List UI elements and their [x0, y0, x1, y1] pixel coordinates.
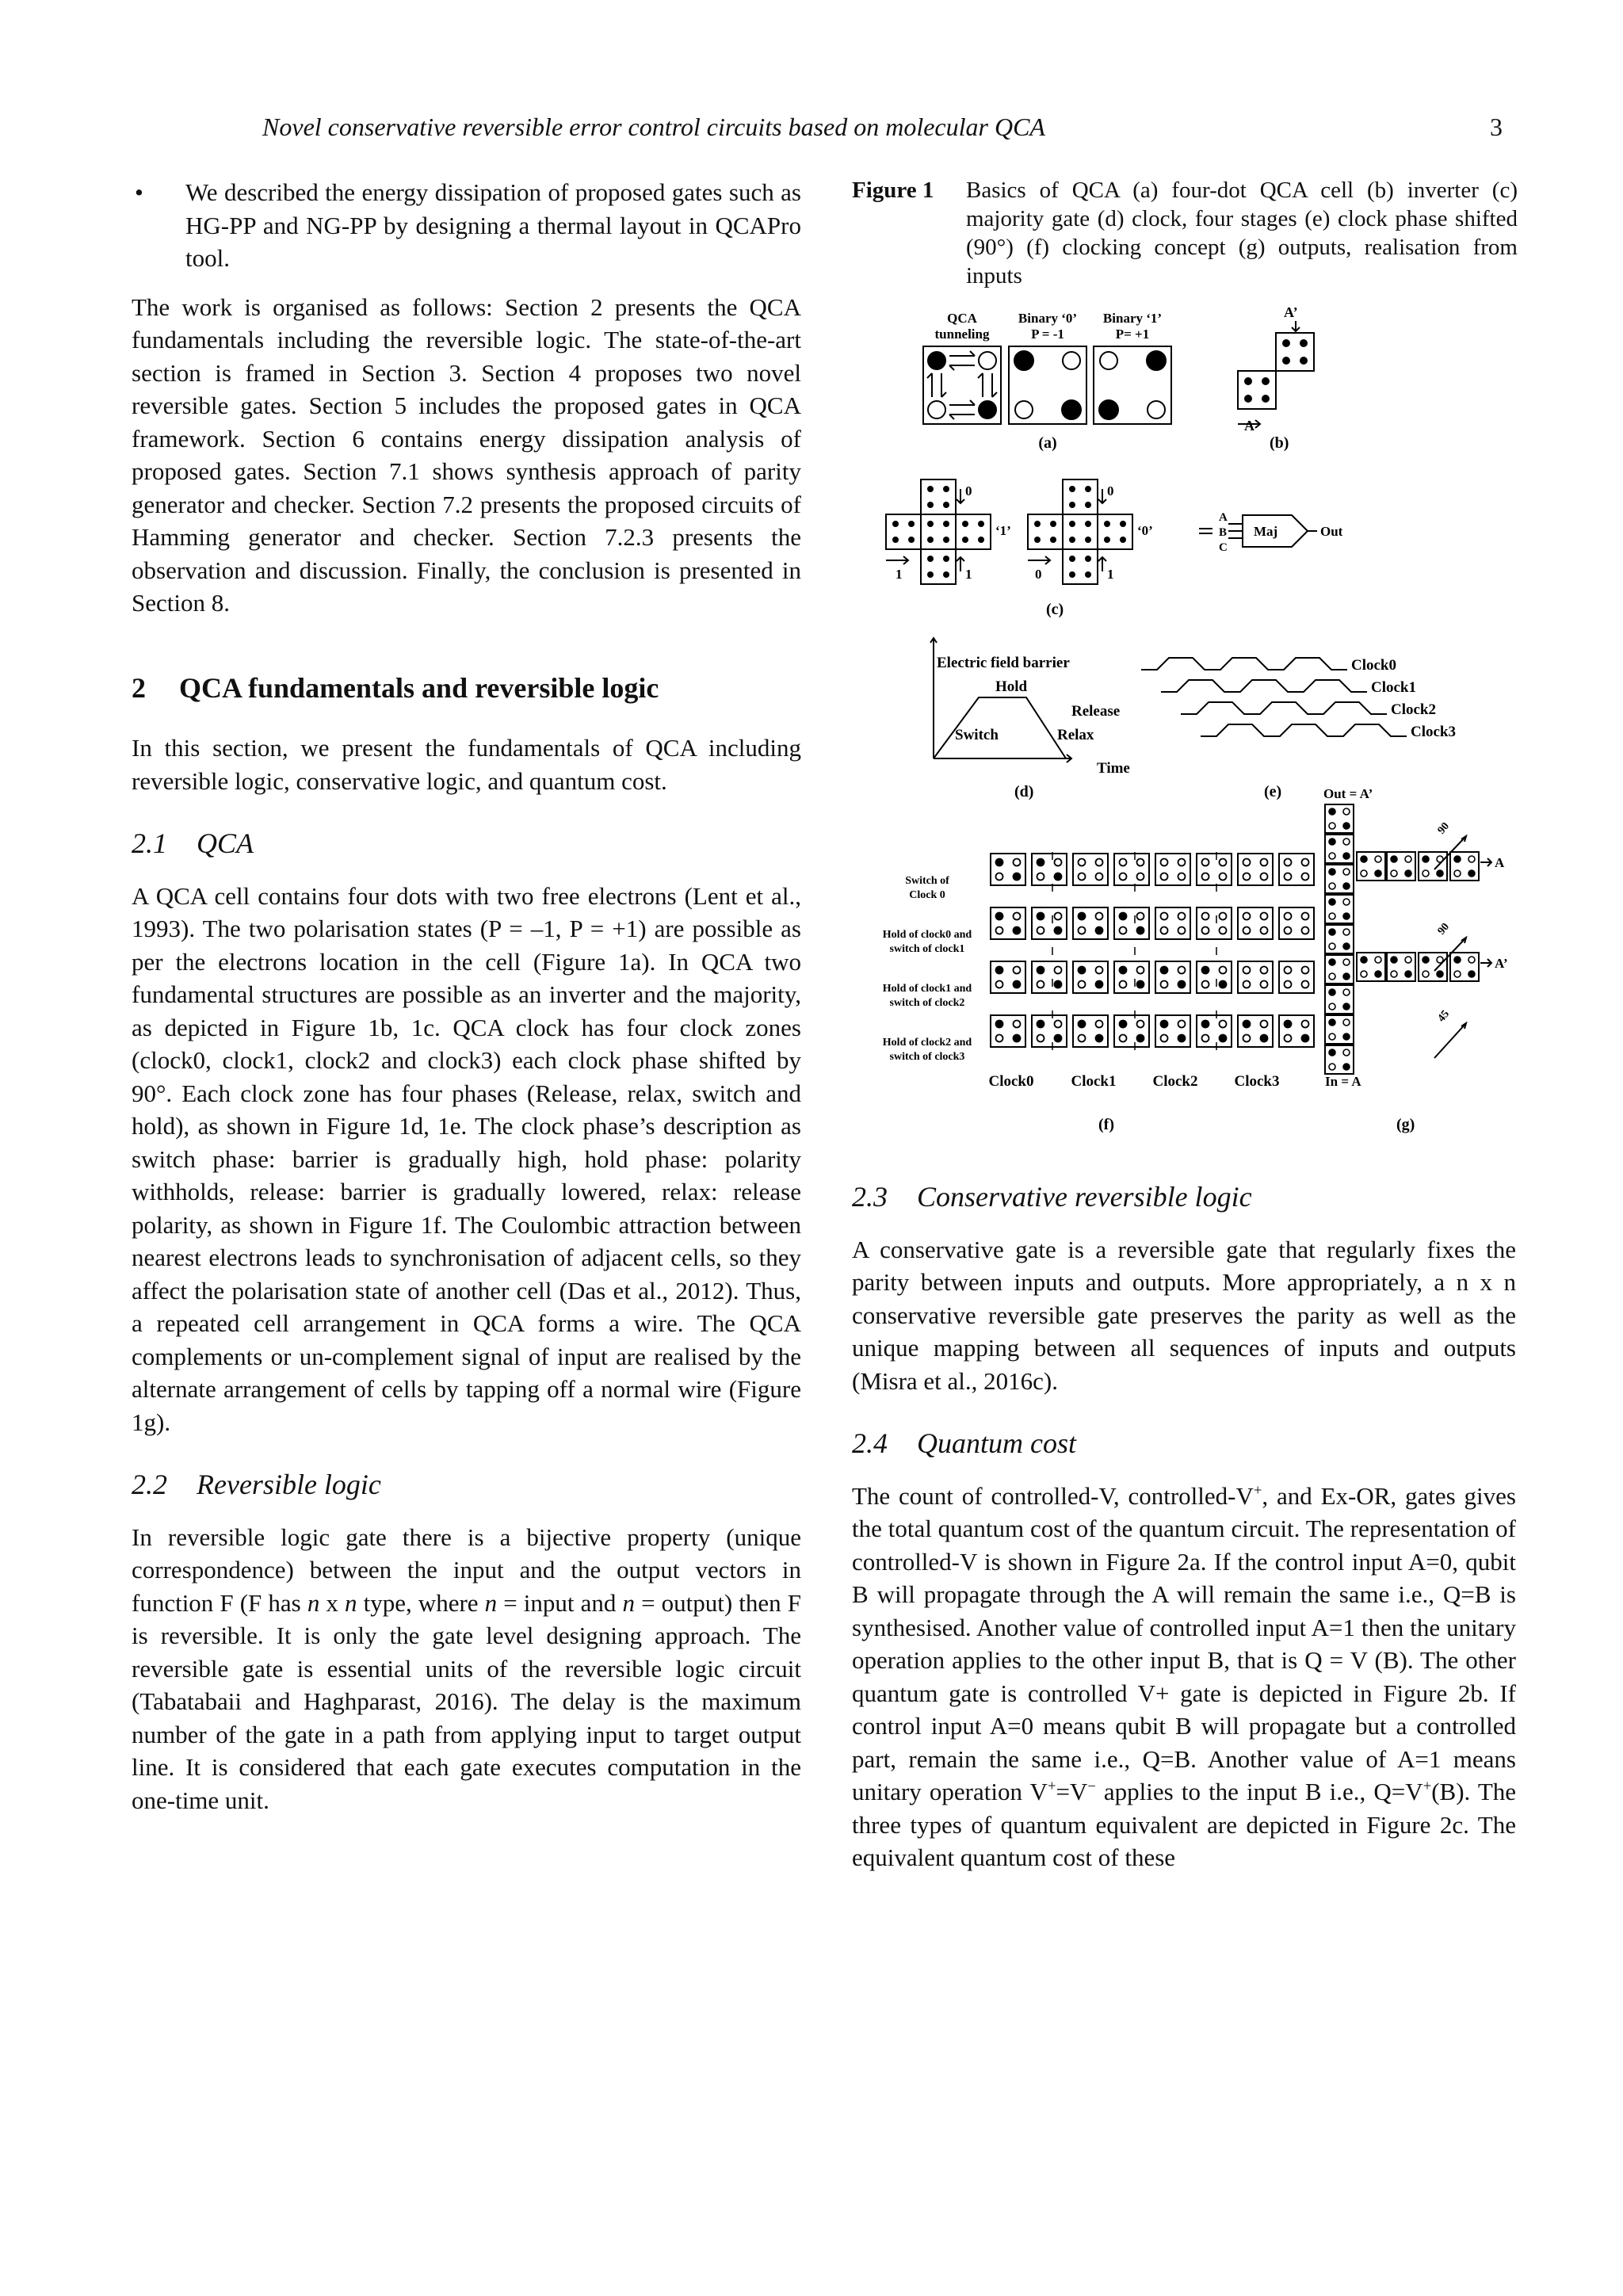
page-number: 3 [1490, 113, 1503, 141]
qca-cell [1419, 852, 1447, 881]
qca-cell [991, 1015, 1025, 1047]
g-output-label: Out = A’ [1323, 786, 1373, 801]
section-2-heading [132, 672, 801, 705]
qca-cell [1325, 1015, 1354, 1044]
qca-cell [1387, 852, 1415, 881]
maj2-in-bottom: 1 [1107, 567, 1114, 582]
qca-cell [1238, 961, 1273, 993]
subsection-2-3-paragraph: A conservative gate is a reversible gate that regularly fixes the parity between inputs and outputs. More appropriately, a n x n conservative reversible gate preserves the parity as well as the unique mapping between all sequences of inputs and outputs (Misra et al., 2016c). [852, 1235, 1516, 1395]
label-binary-0: Binary ‘0’ [1018, 311, 1078, 326]
figure-1-diagram [864, 305, 1522, 1145]
label-e: (e) [1264, 783, 1282, 800]
qca-cell [1114, 1015, 1149, 1047]
qca-cell [1357, 852, 1385, 881]
label-qca: QCA [947, 311, 977, 326]
subsection-2-2-heading [132, 1469, 801, 1502]
f-clock0-label: Clock0 [988, 1073, 1034, 1090]
qca-cell [1279, 1015, 1314, 1047]
g-angle-2: 90 [1435, 921, 1453, 938]
g-a-prime-label: A’ [1495, 956, 1508, 971]
label-d: (d) [1014, 783, 1034, 800]
qca-cell [1197, 1015, 1232, 1047]
qca-cell [1238, 907, 1273, 939]
qca-cell [1155, 1015, 1190, 1047]
maj1-in-bottom: 1 [965, 567, 972, 582]
section-2-paragraph: In this section, we present the fundamentals of QCA including reversible logic, conservative logic, and quantum cost. [132, 734, 801, 795]
g-angle-1: 90 [1435, 820, 1453, 837]
qca-cell [1387, 953, 1415, 981]
qca-cell [1279, 854, 1314, 885]
qca-cell [1032, 907, 1067, 939]
label-f: (f) [1098, 1116, 1114, 1133]
qca-cell [1155, 854, 1190, 885]
time-label: Time [1097, 760, 1130, 777]
g-angle-3: 45 [1435, 1008, 1453, 1025]
subsection-2-4-paragraph: The count of controlled-V, controlled-V+, and Ex-OR, gates gives the total quantum cost of the quantum circuit. The representation of controlled-V is shown in Figure 2a. If the control input A=0, qubit B will propagate through the A will remain the same i.e., Q=B is synthesised. Another value of controlled input A=1 then the unitary operation applies to the other input B, that is Q = V (B). The other quantum gate is controlled V+ gate is depicted in Figure 2b. If control input A=0 means qubit B will propagate but a controlled part, remain the same i.e., Q=B. Another value of A=1 means unitary operation V+=V− applies to the input B i.e., Q=V+(B). The three types of quantum equivalent are depicted in Figure 2c. The equivalent quantum cost of these [852, 1481, 1517, 1871]
qca-cell [1238, 1015, 1273, 1047]
label-tunneling: tunneling [934, 327, 990, 342]
row4-label-a: Hold of clock2 and [882, 1037, 972, 1049]
subsection-2-1-paragraph: A QCA cell contains four dots with two free electrons (Lent et al., 1993). The two polarisation states (P = –1, P = +1) are possible as per the electrons location in the cell (Figure 1a). In QCA two fundamental structures are possible as an inverter and the majority, as depicted in Figure 1b, 1c. QCA clock has four clock zones (clock0, clock1, clock2 and clock3) each clock phase shifted by 90°. Each clock zone has four phases (Release, relax, switch and hold), as shown in Figure 1d, 1e. The clock phase’s description as switch phase: barrier is gradually high, hold phase: polarity withholds, release: barrier is gradually lowered, relax: release polarity, as shown in Figure 1f. The Coulombic attraction between nearest electrons leads to synchronisation of adjacent cells, so they affect the polarisation state of another cell (Das et al., 2012). Thus, a repeated cell arrangement in QCA forms a wire. The QCA complements or un-complement signal of input are realised by the alternate arrangement of cells by tapping off a normal wire (Figure 1g). [132, 881, 801, 1436]
qca-cell [1032, 854, 1067, 885]
qca-cell [1325, 804, 1354, 833]
row3-label-a: Hold of clock1 and [882, 983, 972, 995]
bullet-text: We described the energy dissipation of proposed gates such as HG-PP and NG-PP by designing a thermal layout in QCAPro tool. [185, 178, 801, 272]
qca-cell [1238, 854, 1273, 885]
qca-cell [1032, 961, 1067, 993]
left-column [132, 176, 801, 1829]
subsection-title: Quantum cost [917, 1427, 1076, 1459]
maj1-in-left: 1 [896, 567, 903, 582]
qca-cell [1325, 1045, 1354, 1074]
bullet-item [132, 176, 801, 275]
qca-cell [1325, 865, 1354, 893]
row1-label-a: Switch of [905, 875, 949, 887]
subsection-title: Reversible logic [197, 1469, 381, 1500]
clock0-label: Clock0 [1351, 657, 1396, 674]
subsection-title: QCA [197, 827, 254, 859]
qca-cell [1032, 1015, 1067, 1047]
row2-label-a: Hold of clock0 and [882, 929, 972, 941]
maj-output-label: Out [1320, 524, 1343, 539]
maj-input-b: B [1219, 526, 1228, 539]
label-binary-1: Binary ‘1’ [1102, 311, 1163, 326]
figure-label: Figure 1 [852, 178, 934, 203]
right-column [852, 1181, 1516, 1887]
bullet-icon: • [135, 178, 143, 206]
qca-cell [1155, 907, 1190, 939]
subsection-2-3-heading [852, 1181, 1516, 1214]
maj-input-c: C [1219, 541, 1228, 554]
qca-cell [1325, 955, 1354, 984]
clock3-label: Clock3 [1411, 724, 1456, 740]
intro-paragraph: The work is organised as follows: Section 2 presents the QCA fundamentals including the reversible logic. The state-of-the-art section is framed in Section 3. Section 4 proposes two novel reversible gates. Section 5 includes the proposed gates in QCA framework. Section 6 contains energy dissipation analysis of proposed gates. Section 7.1 shows synthesis approach of parity generator and checker. Section 7.2 presents the proposed circuits of Hamming generator and checker. Section 7.2.3 presents the observation and discussion. Finally, the conclusion is presented in Section 8. [132, 292, 801, 617]
row4-label-b: switch of clock3 [889, 1051, 965, 1063]
running-title: Novel conservative reversible error control circuits based on molecular QCA [262, 113, 1045, 141]
barrier-label: Electric field barrier [937, 655, 1070, 671]
qca-cell [1114, 854, 1149, 885]
subsection-title: Conservative reversible logic [917, 1181, 1252, 1213]
clocking-wires [991, 852, 1314, 1074]
qca-cell [1325, 835, 1354, 863]
release-label: Release [1071, 703, 1121, 720]
f-clock1-label: Clock1 [1071, 1073, 1117, 1090]
subsection-number: 2.2 [132, 1469, 167, 1500]
inverter-input-label: A [1244, 418, 1254, 434]
label-a: (a) [1038, 434, 1057, 452]
qca-cell [1197, 854, 1232, 885]
section-title: QCA fundamentals and reversible logic [179, 671, 659, 704]
qca-cell [991, 961, 1025, 993]
label-c: (c) [1046, 601, 1064, 618]
maj-input-a: A [1219, 511, 1228, 524]
qca-cell [1073, 907, 1108, 939]
row3-label-b: switch of clock2 [889, 997, 965, 1009]
qca-cell [1073, 1015, 1108, 1047]
subsection-2-4-heading [852, 1427, 1516, 1461]
qca-cell [1450, 852, 1479, 881]
qca-cell [1073, 961, 1108, 993]
maj1-in-top: 0 [965, 483, 972, 499]
g-input-label: In = A [1325, 1074, 1361, 1089]
qca-cell [1279, 907, 1314, 939]
qca-cell [1155, 961, 1190, 993]
qca-cell [1197, 961, 1232, 993]
switch-label: Switch [955, 727, 999, 743]
qca-cell [1279, 961, 1314, 993]
maj2-in-top: 0 [1107, 483, 1114, 499]
label-p1: P= +1 [1115, 327, 1150, 342]
qca-cell [991, 854, 1025, 885]
hold-label: Hold [995, 678, 1028, 695]
subsection-number: 2.4 [852, 1427, 888, 1459]
figure-1-caption [852, 176, 1518, 290]
inverter-output-label: A’ [1284, 305, 1298, 320]
qca-cell [1419, 953, 1447, 981]
f-clock2-label: Clock2 [1152, 1073, 1198, 1090]
maj1-output: ‘1’ [995, 523, 1011, 538]
label-g: (g) [1396, 1116, 1415, 1133]
clock2-label: Clock2 [1391, 701, 1436, 718]
label-b: (b) [1270, 434, 1289, 452]
maj2-output: ‘0’ [1137, 523, 1153, 538]
clock1-label: Clock1 [1371, 679, 1416, 696]
qca-cell [1325, 895, 1354, 923]
relax-label: Relax [1057, 727, 1094, 743]
qca-cell [1325, 925, 1354, 953]
qca-cell [1114, 961, 1149, 993]
maj2-in-left: 0 [1035, 567, 1042, 582]
qca-cell [1197, 907, 1232, 939]
row1-label-b: Clock 0 [909, 889, 945, 901]
g-a-label: A [1495, 855, 1505, 870]
qca-cell [1114, 907, 1149, 939]
subsection-2-1-heading [132, 827, 801, 861]
subsection-2-2-paragraph: In reversible logic gate there is a bijective property (unique correspondence) between the input and the output vectors in function F (F has n x n type, where n = input and n = output) then F is reversible. It is only the gate level designing approach. The reversible gate is essential units of the reversible logic circuit (Tabatabaii and Haghparast, 2016). The delay is the maximum number of the gate in a path from applying input to target output line. It is considered that each gate executes computation in the one-time unit. [132, 1522, 802, 1814]
qca-cell [1357, 953, 1385, 981]
f-clock3-label: Clock3 [1234, 1073, 1280, 1090]
qca-cell [1450, 953, 1479, 981]
maj-gate-label: Maj [1254, 524, 1278, 539]
section-number: 2 [132, 671, 146, 704]
row2-label-b: switch of clock1 [889, 943, 965, 955]
qca-cell [991, 907, 1025, 939]
figure-1 [864, 305, 1522, 1145]
subsection-number: 2.3 [852, 1181, 888, 1213]
qca-cell [1325, 985, 1354, 1014]
label-p0: P = -1 [1031, 327, 1064, 342]
subsection-number: 2.1 [132, 827, 167, 859]
figure-caption-text: Basics of QCA (a) four-dot QCA cell (b) inverter (c) majority gate (d) clock, four stages (e) clock phase shifted (90°) (f) clocking concept (g) outputs, realisation from inputs [966, 178, 1518, 288]
qca-cell [1073, 854, 1108, 885]
